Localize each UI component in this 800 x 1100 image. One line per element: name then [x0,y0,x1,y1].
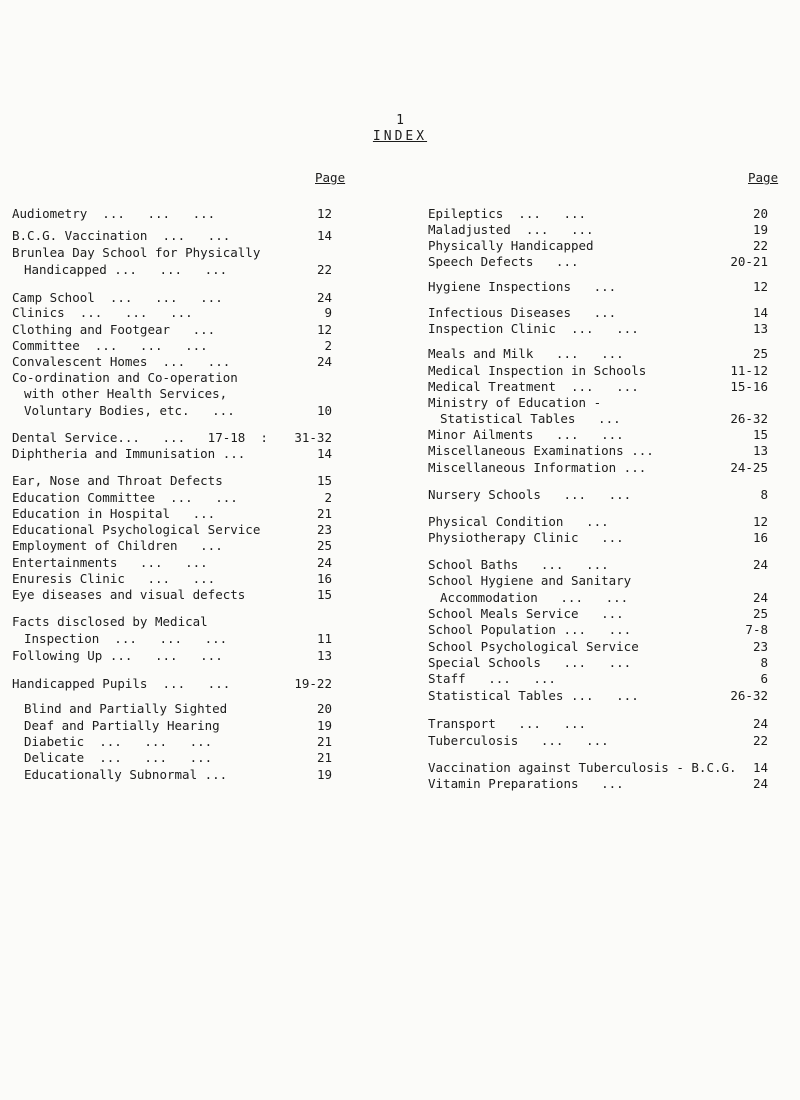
entry-page-number: 22 [752,733,768,748]
entry-text: Camp School ... ... ... [12,290,223,305]
entry-page-number: 21 [316,750,332,765]
entry-page-number: 24-25 [730,460,768,475]
entry-text: Entertainments ... ... [12,555,208,570]
entry-page-number: 12 [752,514,768,529]
right-index-entry [0,530,800,546]
entry-text: Hygiene Inspections ... [428,279,617,294]
entry-page-number: 24 [752,716,768,731]
right-index-entry [0,776,800,792]
right-index-entry [0,279,800,295]
entry-text: School Population ... ... [428,622,632,637]
entry-text: with other Health Services, [24,386,228,401]
entry-text: Statistical Tables ... ... [428,688,639,703]
entry-text: School Baths ... ... [428,557,609,572]
index-title [0,129,800,144]
entry-page-number: 19 [316,718,332,733]
entry-text: Ministry of Education - [428,395,602,410]
entry-page-number: 26-32 [730,688,768,703]
entry-text: Ear, Nose and Throat Defects [12,473,223,488]
entry-page-number: 8 [760,655,768,670]
right-index-entry [0,363,800,379]
entry-text: Medical Inspection in Schools [428,363,647,378]
entry-text: Co-ordination and Co-operation [12,370,238,385]
right-index-entry [0,379,800,395]
entry-text: Following Up ... ... ... [12,648,223,663]
entry-text: Diabetic ... ... ... [24,734,213,749]
entry-text: Physical Condition ... [428,514,609,529]
entry-page-number: 13 [316,648,332,663]
entry-text: Miscellaneous Information ... [428,460,647,475]
entry-text: Miscellaneous Examinations ... [428,443,654,458]
entry-text: Convalescent Homes ... ... [12,354,231,369]
entry-text: Diphtheria and Immunisation ... [12,446,246,461]
entry-page-number: 15 [316,473,332,488]
right-index-entry [0,590,800,606]
entry-text: Education in Hospital ... [12,506,216,521]
entry-text: Maladjusted ... ... [428,222,594,237]
entry-page-number: 9 [324,305,332,320]
entry-page-number: 22 [752,238,768,253]
entry-page-number: 26-32 [730,411,768,426]
entry-text: Facts disclosed by Medical [12,614,208,629]
entry-text: Delicate ... ... ... [24,750,213,765]
entry-page-number: 16 [752,530,768,545]
entry-page-number: 19 [316,767,332,782]
entry-page-number: 8 [760,487,768,502]
right-index-entry [0,514,800,530]
entry-text: Nursery Schools ... ... [428,487,632,502]
right-index-entry [0,427,800,443]
entry-text: Educational Psychological Service [12,522,261,537]
entry-text: Handicapped ... ... ... [24,262,228,277]
entry-page-number: 15 [316,587,332,602]
entry-text: Medical Treatment ... ... [428,379,639,394]
entry-page-number: 25 [752,346,768,361]
entry-page-number: 24 [752,590,768,605]
right-index-entry [0,671,800,687]
entry-text: Vitamin Preparations ... [428,776,624,791]
entry-text: Staff ... ... [428,671,556,686]
entry-page-number: 16 [316,571,332,586]
entry-text: B.C.G. Vaccination ... ... [12,228,231,243]
right-index-entry [0,411,800,427]
entry-text: Eye diseases and visual defects [12,587,246,602]
entry-page-number: 25 [316,538,332,553]
right-index-entry [0,716,800,732]
right-index-entry [0,206,800,222]
entry-page-number: 13 [752,321,768,336]
entry-text: Blind and Partially Sighted [24,701,228,716]
right-index-entry [0,460,800,476]
entry-text: Educationally Subnormal ... [24,767,228,782]
entry-text: Voluntary Bodies, etc. ... [24,403,235,418]
right-index-entry [0,346,800,362]
entry-page-number: 19 [752,222,768,237]
entry-page-number: 6 [760,671,768,686]
right-index-entry [0,487,800,503]
entry-page-number: 10 [316,403,332,418]
entry-page-number: 20 [316,701,332,716]
entry-text: Tuberculosis ... ... [428,733,609,748]
entry-text: Handicapped Pupils ... ... [12,676,231,691]
entry-page-number: 7-8 [745,622,768,637]
entry-page-number: 13 [752,443,768,458]
right-index-entry [0,443,800,459]
right-index-entry [0,321,800,337]
entry-text: Education Committee ... ... [12,490,238,505]
entry-page-number: 14 [316,446,332,461]
entry-text: Audiometry ... ... ... [12,206,216,221]
entry-text: Clinics ... ... ... [12,305,193,320]
entry-text: School Psychological Service [428,639,639,654]
entry-page-number: 15-16 [730,379,768,394]
entry-text: Physically Handicapped [428,238,594,253]
index-title-text: INDEX [372,129,428,144]
entry-text: Vaccination against Tuberculosis - B.C.G. [428,760,737,775]
entry-page-number: 12 [316,322,332,337]
right-index-entry [0,557,800,573]
entry-page-number: 11 [316,631,332,646]
entry-text: School Meals Service ... [428,606,624,621]
right-index-entry [0,639,800,655]
right-index-entry [0,305,800,321]
entry-page-number: 24 [752,557,768,572]
entry-page-number: 25 [752,606,768,621]
entry-page-number: 2 [324,490,332,505]
right-index-entry [0,655,800,671]
entry-text: Meals and Milk ... ... [428,346,624,361]
entry-page-number: 11-12 [730,363,768,378]
right-index-entry [0,760,800,776]
entry-page-number: 21 [316,506,332,521]
entry-text: Special Schools ... ... [428,655,632,670]
entry-text: Employment of Children ... [12,538,223,553]
entry-text: Committee ... ... ... [12,338,208,353]
entry-page-number: 14 [752,305,768,320]
entry-text: Accommodation ... ... [440,590,629,605]
entry-page-number: 12 [752,279,768,294]
entry-text: Minor Ailments ... ... [428,427,624,442]
entry-page-number: 2 [324,338,332,353]
entry-page-number: 20 [752,206,768,221]
entry-text: Speech Defects ... [428,254,579,269]
right-index-entry [0,573,800,589]
entry-page-number: 24 [316,555,332,570]
entry-page-number: 21 [316,734,332,749]
entry-text: Deaf and Partially Hearing [24,718,220,733]
right-index-entry [0,688,800,704]
entry-text: Statistical Tables ... [440,411,621,426]
entry-text: Infectious Diseases ... [428,305,617,320]
entry-page-number: 14 [316,228,332,243]
right-index-entry [0,254,800,270]
entry-page-number: 15 [752,427,768,442]
entry-page-number: 23 [752,639,768,654]
entry-text: Clothing and Footgear ... [12,322,216,337]
entry-page-number: 23 [316,522,332,537]
entry-text: Inspection Clinic ... ... [428,321,639,336]
entry-text: School Hygiene and Sanitary [428,573,632,588]
right-index-entry [0,622,800,638]
right-index-entry [0,238,800,254]
entry-page-number: 19-22 [294,676,332,691]
right-index-entry [0,606,800,622]
entry-page-number: 14 [752,760,768,775]
entry-page-number: 31-32 [294,430,332,445]
entry-text: Enuresis Clinic ... ... [12,571,216,586]
entry-page-number: 24 [752,776,768,791]
left-page-heading: Page [315,170,346,185]
right-index-entry [0,222,800,238]
entry-text: Dental Service... ... 17-18 : [12,430,268,445]
right-page-heading: Page [748,170,779,185]
right-index-entry [0,733,800,749]
entry-text: Physiotherapy Clinic ... [428,530,624,545]
right-index-entry [0,395,800,411]
entry-page-number: 22 [316,262,332,277]
entry-page-number: 12 [316,206,332,221]
entry-page-number: 24 [316,290,332,305]
entry-text: Epileptics ... ... [428,206,587,221]
entry-page-number: 24 [316,354,332,369]
entry-text: Inspection ... ... ... [24,631,228,646]
entry-text: Transport ... ... [428,716,587,731]
entry-page-number: 20-21 [730,254,768,269]
page-number: 1 [396,113,404,128]
entry-text: Brunlea Day School for Physically [12,245,261,260]
